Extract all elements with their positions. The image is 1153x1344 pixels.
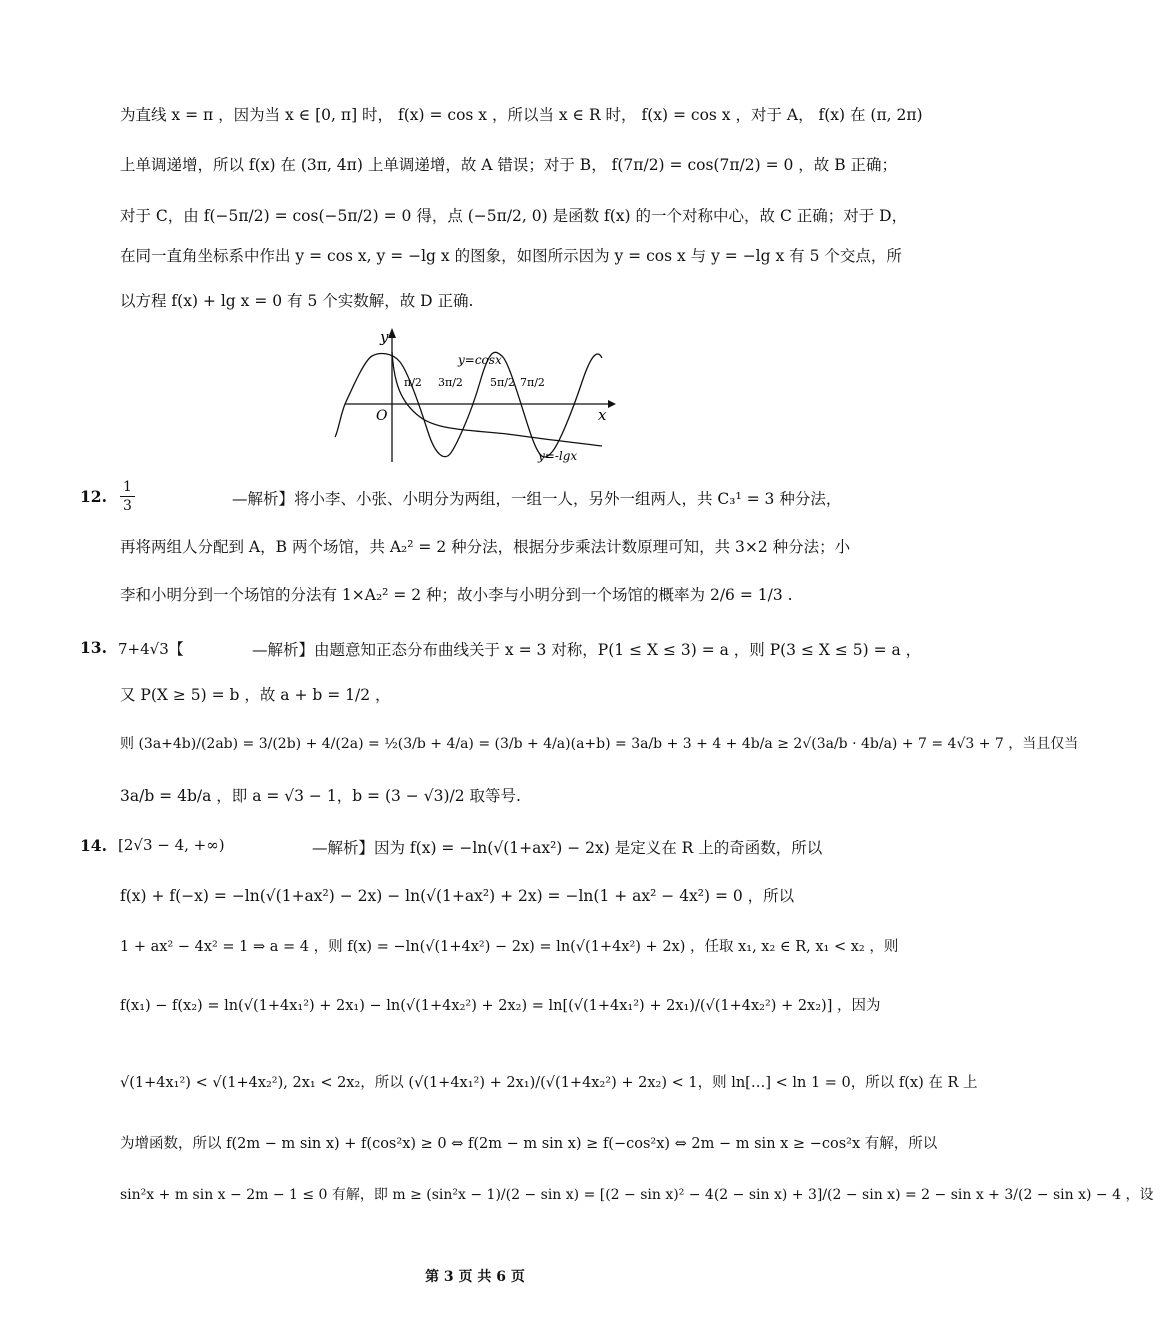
q14-number: 14. xyxy=(80,836,107,855)
q14-line-1: —解析】因为 f(x) = −ln(√(1+ax²) − 2x) 是定义在 R 上的奇函数，所以 xyxy=(312,839,823,857)
q12-line-2: 再将两组人分配到 A，B 两个场馆，共 A₂² = 2 种分法，根据分步乘法计数原理可知，共 3×2 种分法；小 xyxy=(120,538,851,556)
tick-pi-2 xyxy=(404,376,422,389)
q11-line-2b: f(7π/2) = cos(7π/2) = 0 ，故 B 正确； xyxy=(611,156,898,174)
q14-line-4: f(x₁) − f(x₂) = ln(√(1+4x₁²) + 2x₁) − ln(√(1+4x₂²) + 2x₂) = ln[(√(1+4x₁²) + 2x₁)/(√(1+4x₂²) + 2x₂)] ，因为 xyxy=(120,998,881,1014)
x-axis-arrow xyxy=(608,400,616,408)
cos-label: y=cosx xyxy=(458,353,502,367)
q13-line-3: 则 (3a+4b)/(2ab) = 3/(2b) + 4/(2a) = ½(3/b + 4/a) = (3/b + 4/a)(a+b) = 3a/b + 3 + 4 + 4b/a ≥ 2√(3a/b · 4b/a) + 7 = 4√3 + 7 ，当且仅当 xyxy=(120,736,1079,752)
q12-line-1: —解析】将小李、小张、小明分为两组，一组一人，另外一组两人，共 C₃¹ = 3 种分法， xyxy=(232,490,842,508)
q11-line-2a: 上单调递增，所以 f(x) 在 (3π, 4π) 上单调递增，故 A 错误；对于 B， xyxy=(120,156,607,174)
q12-answer xyxy=(118,478,137,515)
q11-line-5: 以方程 f(x) + lg x = 0 有 5 个实数解，故 D 正确. xyxy=(120,292,474,310)
q12-answer-den: 3 xyxy=(123,498,132,514)
q14-line-2: f(x) + f(−x) = −ln(√(1+ax²) − 2x) − ln(√(1+ax²) + 2x) = −ln(1 + ax² − 4x²) = 0 ，所以 xyxy=(120,887,795,905)
q13-line-1: —解析】由题意知正态分布曲线关于 x = 3 对称，P(1 ≤ X ≤ 3) = a ，则 P(3 ≤ X ≤ 5) = a ， xyxy=(252,641,922,659)
svg-text:7π/2: 7π/2 xyxy=(520,376,545,389)
svg-text:π/2: π/2 xyxy=(404,376,422,389)
svg-text:5π/2: 5π/2 xyxy=(490,376,515,389)
q13-answer: 7+4√3【 xyxy=(118,640,184,658)
q12-answer-num: 1 xyxy=(120,478,135,497)
q11-line-1: 为直线 x = π ，因为当 x ∈ [0, π] 时， f(x) = cos x ，所以当 x ∈ R 时， f(x) = cos x ，对于 A， f(x) 在 (π, 2π) xyxy=(120,106,923,124)
q11-line-4: 在同一直角坐标系中作出 y = cos x, y = −lg x 的图象，如图所示因为 y = cos x 与 y = −lg x 有 5 个交点，所 xyxy=(120,247,902,265)
q14-line-5: √(1+4x₁²) < √(1+4x₂²), 2x₁ < 2x₂，所以 (√(1+4x₁²) + 2x₁)/(√(1+4x₂²) + 2x₂) < 1，则 ln[…] < ln 1 = 0，所以 f(x) 在 R 上 xyxy=(120,1075,978,1091)
origin-label: O xyxy=(376,408,388,424)
q13-number: 13. xyxy=(80,638,107,657)
lg-label: y=-lgx xyxy=(538,449,578,463)
q13-line-2: 又 P(X ≥ 5) = b ，故 a + b = 1/2 ， xyxy=(120,686,391,704)
q11-line-3: 对于 C，由 f(−5π/2) = cos(−5π/2) = 0 得，点 (−5π/2, 0) 是函数 f(x) 的一个对称中心，故 C 正确；对于 D， xyxy=(120,207,908,225)
q12-number: 12. xyxy=(80,487,107,506)
q13-line-4: 3a/b = 4b/a ，即 a = √3 − 1，b = (3 − √3)/2 取等号. xyxy=(120,787,521,805)
cos-lg-graph xyxy=(340,322,620,467)
svg-text:3π/2: 3π/2 xyxy=(438,376,463,389)
q14-line-6: 为增函数，所以 f(2m − m sin x) + f(cos²x) ≥ 0 ⇔ f(2m − m sin x) ≥ f(−cos²x) ⇔ 2m − m sin x ≥ −cos²x 有解，所以 xyxy=(120,1136,938,1152)
q14-line-3: 1 + ax² − 4x² = 1 ⇒ a = 4 ，则 f(x) = −ln(√(1+4x²) − 2x) = ln(√(1+4x²) + 2x) ，任取 x₁, x₂ ∈ R, x₁ < x₂ ，则 xyxy=(120,939,899,955)
tick-3pi-2 xyxy=(438,376,463,389)
q12-line-3: 李和小明分到一个场馆的分法有 1×A₂² = 2 种；故小李与小明分到一个场馆的概率为 2/6 = 1/3 . xyxy=(120,586,793,604)
x-axis-label: x xyxy=(598,406,607,424)
tick-5pi-2 xyxy=(490,376,515,389)
q14-line-7: sin²x + m sin x − 2m − 1 ≤ 0 有解，即 m ≥ (sin²x − 1)/(2 − sin x) = [(2 − sin x)² − 4(2 − sin x) + 3]/(2 − sin x) = 2 − sin x + 3/(2 − sin x) − 4 ，设 xyxy=(120,1187,1153,1203)
q11-line-2 xyxy=(120,154,898,176)
y-axis-label: y xyxy=(380,328,389,346)
cos-curve-left xyxy=(335,404,345,437)
q14-answer: [2√3 − 4, +∞) xyxy=(118,836,225,854)
y-axis-arrow xyxy=(388,328,396,338)
tick-7pi-2 xyxy=(520,376,545,389)
page-footer: 第 3 页 共 6 页 xyxy=(425,1269,525,1285)
